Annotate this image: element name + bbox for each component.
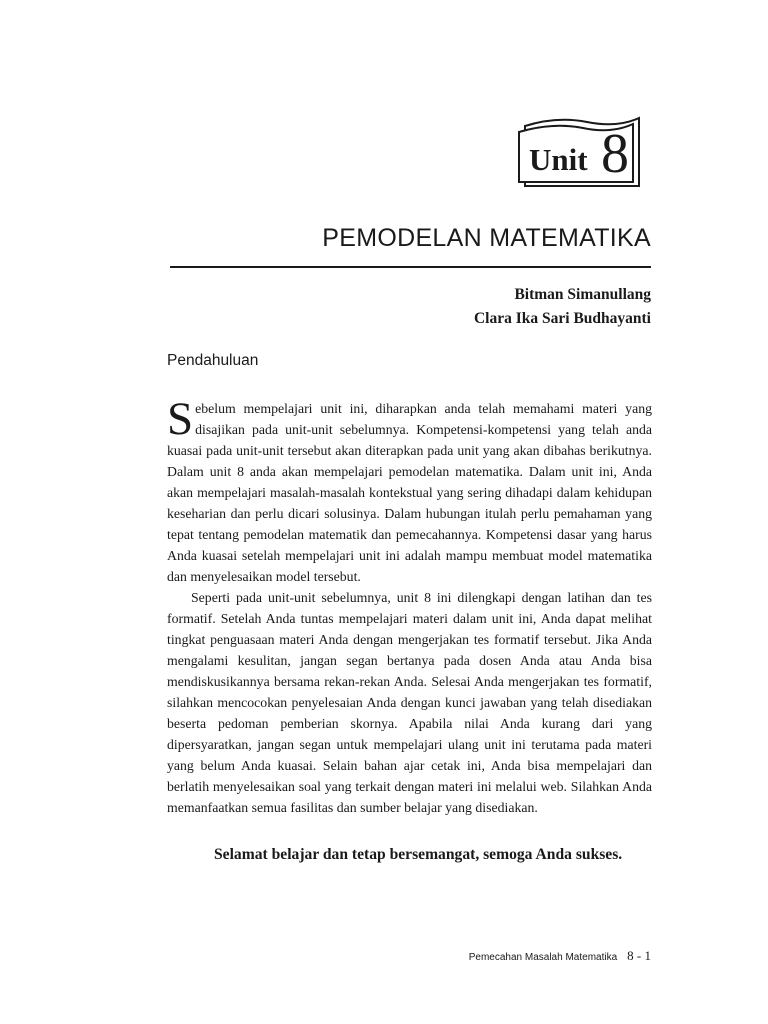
page-footer [469, 947, 651, 967]
title-divider [170, 266, 651, 268]
page-title: PEMODELAN MATEMATIKA [322, 224, 651, 252]
body-text [167, 393, 652, 818]
unit-number: 8 [601, 123, 629, 185]
drop-cap: S [167, 393, 194, 445]
paragraph-second: Seperti pada unit-unit sebelumnya, unit 8 ini dilengkapi dengan latihan dan tes formatif. Setelah Anda tuntas mempelajari materi dalam unit ini, Anda dapat melihat tingkat penguasaan materi Anda dengan mengerjakan tes formatif tersebut. Jika Anda mengalami kesulitan, jangan segan bertanya pada dosen Anda atau Anda bisa mendiskusikannya bersama rekan-rekan Anda. Selesai Anda mengerjakan tes formatif, silahkan mencocokan penyelesaian Anda dengan kunci jawaban yang telah disediakan beserta pedoman pemberian skornya. Apabila nilai Anda kurang dari yang dipersyaratkan, jangan segan untuk mempelajari ulang unit ini terutama pada materi yang belum Anda kuasai. Selain bahan ajar cetak ini, Anda bisa mempelajari dan berlatih menyelesaikan soal yang terkait dengan materi ini melalui web. Silahkan Anda memanfaatkan semua fasilitas dan sumber belajar yang disediakan. [167, 590, 652, 815]
unit-badge [517, 112, 641, 190]
paragraph-intro-text: ebelum mempelajari unit ini, diharapkan anda telah memahami materi yang disajikan pada unit-unit sebelumnya. Kompetensi-kompetensi yang telah anda kuasai pada unit-unit tersebut akan diterapkan pada unit yang akan dibahas berikutnya. Dalam unit 8 anda akan mempelajari pemodelan matematika. Dalam unit ini, Anda akan mempelajari masalah-masalah kontekstual yang sering dihadapi dalam kehidupan keseharian dan perlu dicari solusinya. Dalam hubungan itulah perlu pemahaman yang tepat tentang pemodelan matematik dan pemecahannya. Kompetensi dasar yang harus Anda kuasai setelah mempelajari unit ini adalah mampu membuat model matematika dan menyelesaikan model tersebut. [167, 401, 652, 584]
paragraph-intro [167, 393, 652, 587]
unit-label: Unit [529, 142, 588, 177]
author-list [474, 283, 651, 331]
author-name: Bitman Simanullang [514, 286, 651, 303]
author-name: Clara Ika Sari Budhayanti [473, 310, 651, 327]
footer-book-title: Pemecahan Masalah Matematika [468, 952, 618, 963]
section-heading: Pendahuluan [167, 352, 259, 369]
page-number: 8 - 1 [627, 948, 651, 963]
closing-message: Selamat belajar dan tetap bersemangat, semoga Anda sukses. [214, 846, 623, 863]
